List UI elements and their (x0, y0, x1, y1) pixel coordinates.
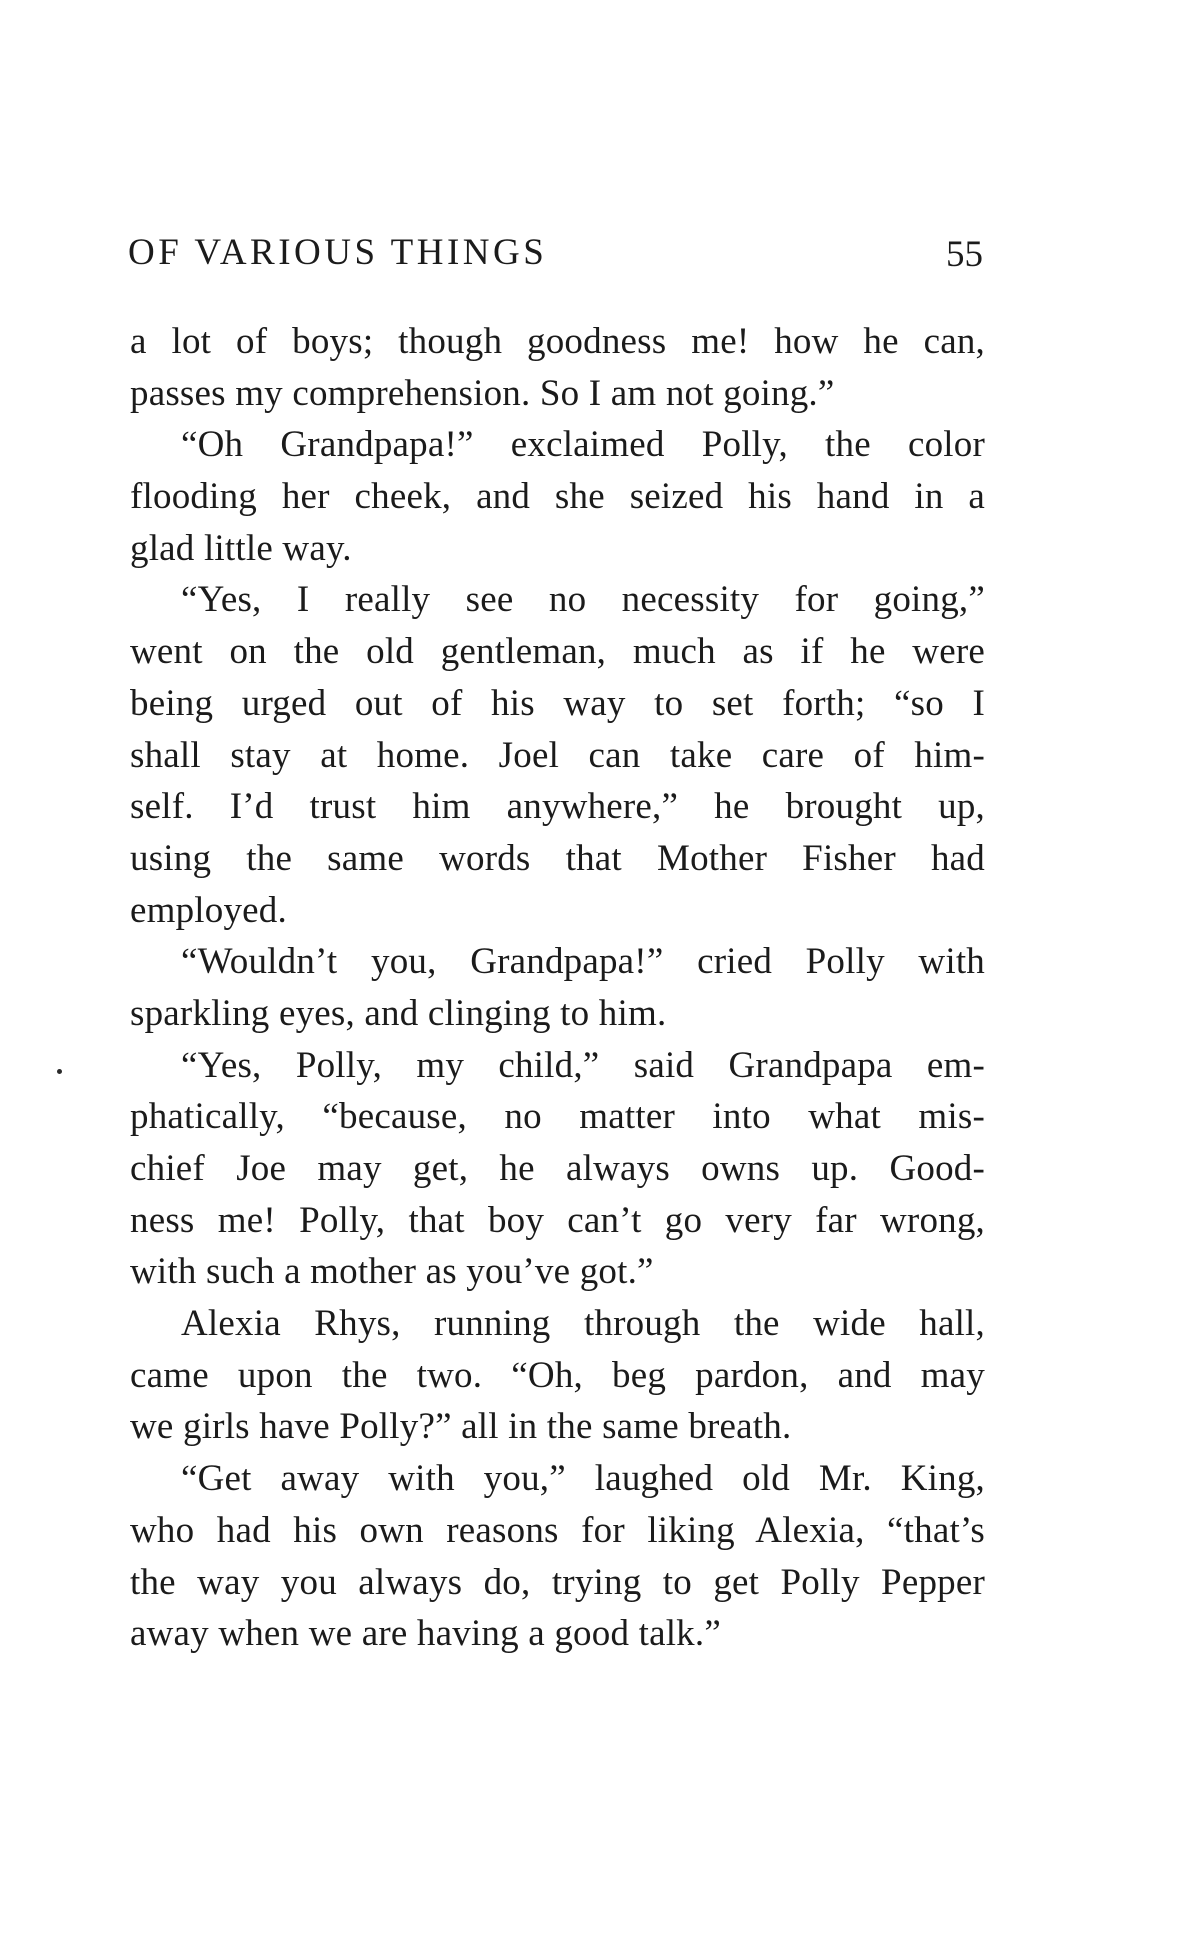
text-line: “Get away with you,” laughed old Mr. King, (181, 1458, 985, 1500)
text-line: “Yes, I really see no necessity for going,” (181, 579, 985, 621)
text-line: being urged out of his way to set forth; “so I (130, 682, 985, 724)
text-line: flooding her cheek, and she seized his hand in a (130, 476, 985, 518)
text-line: shall stay at home. Joel can take care of him- (130, 734, 985, 776)
text-line: using the same words that Mother Fisher had (130, 837, 985, 879)
running-head (128, 228, 983, 278)
text-line: came upon the two. “Oh, beg pardon, and may (130, 1354, 985, 1396)
page-number: 55 (946, 234, 983, 275)
text-line: self. I’d trust him anywhere,” he brought up, (130, 786, 985, 828)
text-line: phatically, “because, no matter into what mis- (130, 1096, 985, 1138)
text-line: “Wouldn’t you, Grandpapa!” cried Polly with (181, 941, 985, 983)
text-line: glad little way. (130, 527, 352, 569)
text-line: the way you always do, trying to get Polly Pepper (130, 1561, 985, 1603)
text-line: away when we are having a good talk.” (130, 1613, 721, 1655)
text-line: we girls have Polly?” all in the same breath. (130, 1406, 792, 1448)
body-text (130, 316, 985, 1660)
text-line: sparkling eyes, and clinging to him. (130, 992, 667, 1034)
running-title: OF VARIOUS THINGS (128, 232, 548, 273)
text-line: “Yes, Polly, my child,” said Grandpapa em- (181, 1044, 985, 1086)
text-line: employed. (130, 889, 287, 931)
text-line: who had his own reasons for liking Alexia, “that’s (130, 1509, 985, 1551)
text-line: with such a mother as you’ve got.” (130, 1251, 654, 1293)
margin-dot-mark (57, 1069, 62, 1074)
text-line: went on the old gentleman, much as if he were (130, 631, 985, 673)
text-line: a lot of boys; though goodness me! how he can, (130, 321, 985, 362)
text-line: “Oh Grandpapa!” exclaimed Polly, the color (181, 424, 985, 466)
text-line: ness me! Polly, that boy can’t go very far wrong, (130, 1199, 985, 1241)
text-line: Alexia Rhys, running through the wide hall, (181, 1303, 985, 1345)
text-line: passes my comprehension. So I am not going.” (130, 372, 835, 414)
text-line: chief Joe may get, he always owns up. Good- (130, 1148, 985, 1189)
